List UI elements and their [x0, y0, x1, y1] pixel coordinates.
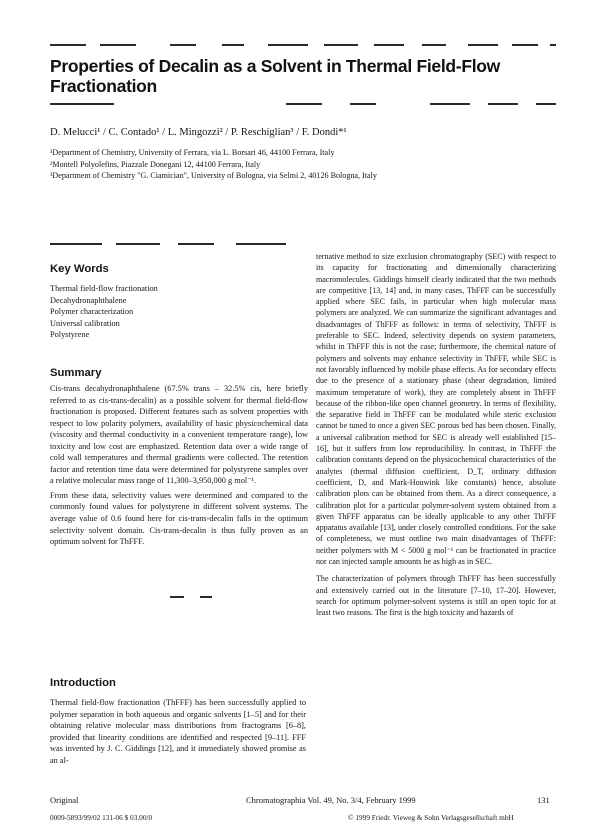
keyword-item: Polystyrene	[50, 330, 90, 339]
right-paragraph-2: The characterization of polymers through ThFFF has been successfully and extensively carried out in the literature [7–10, 17–20]. However, search for optimum polymer-solvent systems is still an open topic for at least two reasons. The first is the high toxicity and hazards of	[316, 574, 556, 618]
affiliation-2: ²Montell Polyolefins, Piazzale Donegani 12, 44100 Ferrara, Italy	[50, 159, 261, 169]
footer-copyright: © 1999 Friedr. Vieweg & Sohn Verlagsgesellschaft mbH	[348, 813, 514, 822]
keyword-item: Universal calibration	[50, 318, 120, 328]
affiliation-1: ¹Department of Chemistry, University of Ferrara, via L. Borsari 46, 44100 Ferrara, Italy	[50, 148, 335, 157]
summary-end-rule	[50, 596, 306, 598]
keywords-list	[50, 283, 158, 341]
summary-heading: Summary	[50, 367, 102, 379]
footer-codes: 0009-5893/99/02 131-06 $ 03.00/0	[50, 813, 153, 822]
title-rule	[50, 103, 556, 105]
introduction-body	[50, 697, 306, 766]
affiliations	[50, 147, 377, 182]
right-paragraph-1: ternative method to size exclusion chromatography (SEC) with respect to its capacity for fractionating and dimensionally characterizing macromolecules. Giddings himself clearly indicated that the two methods are competitive [13, 14] and, in many cases, ThFFF can be successfully applied where SEC fails, in particular when high molecular mass polymers are analyzed. We can summarize the significant advantages and disadvantages of ThFFF as follows: in terms of selectivity, ThFFF is preferable to SEC. Indeed, selectivity depends on system parameters, whilst in ThFFF this is not the case; furthermore, the chemical nature of polymers and solvents may enhance selectivity in ThFFF, while SEC is not favorably influenced by mobile phase effects. As for secondary effects due to the presence of a stationary phase (shear degradation, limited maximum temperature of work), they are completely absent in ThFFF because of the ribbon-like open channel geometry. In terms of flexibility, the separative field in ThFFF can be modulated while steric exclusion cannot be tuned to once a given SEC porous bed has been chosen. Finally, a universal calibration method for SEC is already well established [15–16], but it suffers from low reproducibility. In contrast, in ThFFF the calibration constants depend on the physicochemical characteristics of the analytes (thermal diffusion coefficient, D_T, ordinary diffusion coefficient, D, and Mark-Houwink like constants) hence, absolute calibration plots can be obtained from them. As a direct consequence, a calibration plot for a particular polymer-solvent system obtained from a given ThFFF apparatus can be ideally applicable to any other ThFFF apparatus available [13], under closely controlled conditions. For the sake of completeness, we must outline two main disadvantages of ThFFF: neither polymers with M < 5000 g mol⁻¹ can be fractionated in practice nor can injected sample amounts be as high as in SEC.	[316, 252, 556, 567]
keyword-item: Decahydronaphthalene	[50, 295, 127, 305]
summary-body	[50, 383, 308, 548]
keyword-item: Polymer characterization	[50, 307, 134, 316]
article-title: Properties of Decalin as a Solvent in Thermal Field-Flow Fractionation	[50, 56, 500, 96]
introduction-paragraph: Thermal field-flow fractionation (ThFFF) has been successfully applied to polymer separation in both aqueous and organic solvents [1–5] and for their obtaining relative molecular mass distributions from fractograms [6–8], provided that linearity conditions are identified and respected [9–11]. FFF was invented by J. C. Giddings [12], and it immediately showed promise as an al-	[50, 698, 306, 765]
section-rule	[50, 243, 306, 245]
keywords-heading: Key Words	[50, 263, 109, 275]
footer-page-number: 131	[537, 795, 550, 805]
footer-journal: Chromatographia Vol. 49, No. 3/4, February 1999	[246, 795, 416, 805]
right-column-body	[316, 251, 556, 619]
author-list: D. Melucci¹ / C. Contado¹ / L. Mingozzi² / P. Reschiglian³ / F. Dondi*¹	[50, 127, 347, 138]
keyword-item: Thermal field-flow fractionation	[50, 284, 158, 293]
summary-paragraph-2: From these data, selectivity values were determined and compared to the commonly found values for polystyrene in different solvent systems. The average value of 0.6 found here for cis-trans-decalin falls in the optimum selectivity solvent domain. Cis-trans-decalin is thus fully proven as an optimum solvent for ThFFF.	[50, 490, 308, 547]
footer-label: Original	[50, 795, 79, 805]
summary-paragraph-1: Cis-trans decahydronaphthalene (67.5% trans – 32.5% cis, here briefly referred to as cis-trans-decalin) as a possible solvent for thermal field-flow fractionation is proposed. Different features such as solvent properties with respect to low polarity polymers, availability of basic physicochemical data (viscosity and thermal conductivity in a convenient temperature range), low toxicity and low cost are emphasized. Retention data over a wide range of cold wall temperatures and thermal gradients were collected. The retention factor and retention time data were determined for polystyrene samples over a relative molecular mass range of 11,300–3,950,000 g mol⁻¹.	[50, 384, 308, 486]
header-rule-top	[50, 44, 556, 46]
affiliation-3: ³Department of Chemistry "G. Ciamician", University of Bologna, via Selmi 2, 40126 Bologna, Italy	[50, 171, 377, 181]
introduction-heading: Introduction	[50, 677, 116, 689]
